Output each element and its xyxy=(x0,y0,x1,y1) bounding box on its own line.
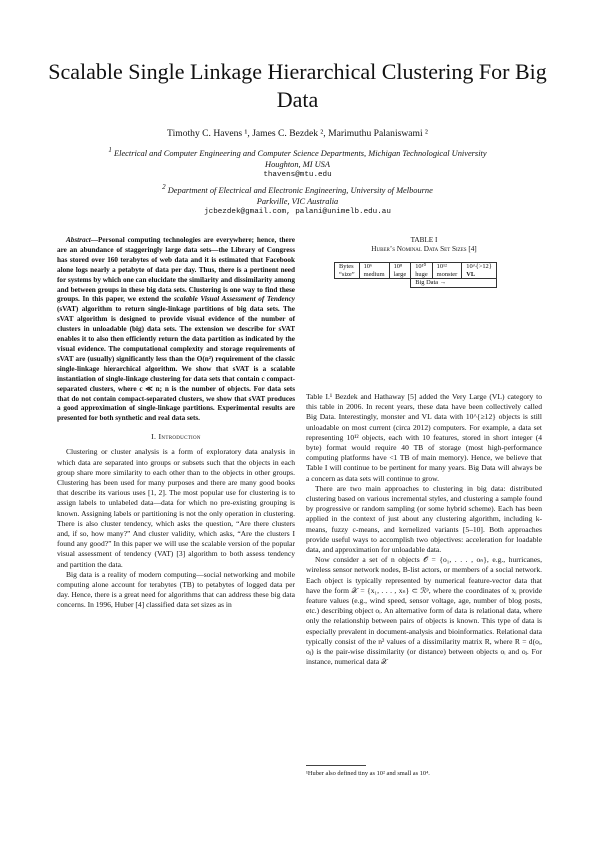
author-list: Timothy C. Havens ¹, James C. Bezdek ², Marimuthu Palaniswami ² xyxy=(167,128,428,139)
big-data-arrow-label: Big Data → xyxy=(411,279,497,288)
right-column xyxy=(306,392,542,667)
affiliation-2 xyxy=(30,182,565,218)
paper-title: Scalable Single Linkage Hierarchical Clustering For Big Data xyxy=(48,59,547,112)
affiliation-1-line-1: Electrical and Computer Engineering and Computer Science Departments, Michigan Technological University xyxy=(114,148,487,158)
table-cell: 10¹² monster xyxy=(432,263,462,279)
right-paragraph-2: There are two main approaches to clustering in big data: distributed clustering based on various incremental styles, and clustering a sample found by progressive or random sampling (or some hybrid scheme). Each has been applied in the context of just about any clustering algorithm, including k-means, fuzzy c-means, and kernelized variants [5–10]. Both approaches provide useful ways to accomplish two objectives: acceleration for loadable data, and approximation for unloadable data. xyxy=(306,483,542,555)
right-paragraph-1: Table I.¹ Bezdek and Hathaway [5] added the Very Large (VL) category to this table in 2006. In recent years, these data have been collectively called Big Data. Interestingly, monster and VL data with 10^{≥12} objects is still unloadable on most current (circa 2012) computers. For example, a data set representing 10¹² objects, each with 10 features, stored in short integer (4 byte) format would require 40 TB of storage (most high-performance computing platforms have <1 TB of main memory). Hence, we believe that Table I will continue to be pertinent for many years. Big Data will always be a concern as data sets will continue to grow. xyxy=(306,392,542,483)
footnote-rule xyxy=(306,765,366,766)
section-heading-introduction: I. Introduction xyxy=(151,432,201,442)
table-row xyxy=(335,279,497,288)
table-cell: 10⁸ large xyxy=(389,263,411,279)
right-paragraph-3: Now consider a set of n objects 𝒪 = {o₁, . . . , oₙ}, e.g., hurricanes, wireless sensor network nodes, B-list actors, or members of a social network. Each object is typically represented by numerical feature-vector data that have the form 𝒳 = {x₁, . . . , xₙ} ⊂ ℛᵖ, where the coordinates of xᵢ provide feature values (e.g., wind speed, sensor voltage, age, number of blog posts, etc.) describing object oᵢ. An alternative form of data is relational data, where only the relationship between pairs of objects is known. This type of data is especially prevalent in document-analysis and bioinformatics. Relational data typically consist of the n² values of a dissimilarity matrix R, where R = d(oᵢ, oⱼ) is the pair-wise dissimilarity (or distance) between objects oᵢ and oⱼ. For instance, numerical data 𝒳 xyxy=(306,555,542,667)
data-size-table xyxy=(334,262,497,288)
intro-paragraph-2: Big data is a reality of modern computing—social networking and mobile computing alone account for terabytes (TB) to petabytes of logged data per day. Hence, there is a great need for algorithms that can address these big data concerns. In 1996, Huber [4] classified data set sizes as in xyxy=(57,569,295,610)
affiliation-2-email: jcbezdek@gmail.com, palani@unimelb.edu.au xyxy=(204,207,391,216)
table-title: Huber’s Nominal Data Set Sizes [4] xyxy=(371,245,477,253)
affiliation-1-marker: 1 xyxy=(108,146,112,154)
left-column xyxy=(57,236,295,611)
abstract xyxy=(57,236,295,424)
table-row xyxy=(335,263,497,279)
affiliation-1 xyxy=(30,145,565,181)
table-cell: 10^{>12} VL xyxy=(462,263,497,279)
table-caption xyxy=(306,236,542,254)
abstract-text-1: —Personal computing technologies are everywhere; hence, there are an abundance of staggeringly large data sets—the Library of Congress has stored over 160 terabytes of web data and it is estimated that Facebook alone logs nearly a petabyte of data per day. Thus, there is a pertinent need for systems by which one can elucidate the similarity and dissimilarity among and between groups in these big data sets. Clustering is one way to find these groups. In this paper, we extend the xyxy=(57,236,295,304)
abstract-text-2: (sVAT) algorithm to return single-linkage partitions of big data sets. The sVAT algorithm is designed to provide visual evidence of the number of clusters in unloadable (big) data sets. The extension we describe for sVAT enables it to also then efficiently return the data partition as indicated by the visual evidence. The computational complexity and storage requirements of sVAT are (usually) significantly less than the O(n²) requirement of the classic single-linkage hierarchical algorithm. We show that sVAT is a scalable instantiation of single-linkage clustering for data sets that contain c compact-separated clusters, where c ≪ n; n is the number of objects. For data sets that do not contain compact-separated clusters, we show that sVAT produces a good approximation of single-linkage partitions. Experimental results are presented for both synthetic and real data sets. xyxy=(57,305,295,423)
intro-paragraph-1: Clustering or cluster analysis is a form of exploratory data analysis in which data are separated into groups or subsets such that the objects in each group share more similarity to each other than to the objects in other groups. Clustering has been used for many purposes and there are many good books that describe its various uses [1, 2]. The most popular use for clustering is to assign labels to unlabeled data—data for which no pre-existing grouping is known. Assigning labels or partitioning is not the only operation in clustering. There is also cluster tendency, which asks the question, “Are there clusters and, if so, how many?” And cluster validity, which asks, “Are the clusters I found any good?” In this paper we will use the scalable version of the popular visual assessment of tendency (VAT) [3] algorithm to both assess tendency and partition the data. xyxy=(57,447,295,569)
affiliation-2-line-1: Department of Electrical and Electronic Engineering, University of Melbourne xyxy=(167,185,433,195)
footnote: ¹Huber also defined tiny as 10² and small as 10⁴. xyxy=(306,770,430,777)
table-cell: 10⁶ medium xyxy=(359,263,389,279)
abstract-emphasis: scalable Visual Assessment of Tendency xyxy=(173,295,295,304)
abstract-lead: Abstract xyxy=(66,236,91,244)
table-label: TABLE I xyxy=(410,236,438,244)
affiliation-2-marker: 2 xyxy=(162,183,166,191)
table-cell: 10¹⁰ huge xyxy=(411,263,432,279)
affiliation-1-email: thavens@mtu.edu xyxy=(263,170,332,179)
table-row-header: Bytes “size” xyxy=(335,263,360,279)
affiliation-1-line-2: Houghton, MI USA xyxy=(265,159,330,169)
affiliation-2-line-2: Parkville, VIC Australia xyxy=(256,196,339,206)
